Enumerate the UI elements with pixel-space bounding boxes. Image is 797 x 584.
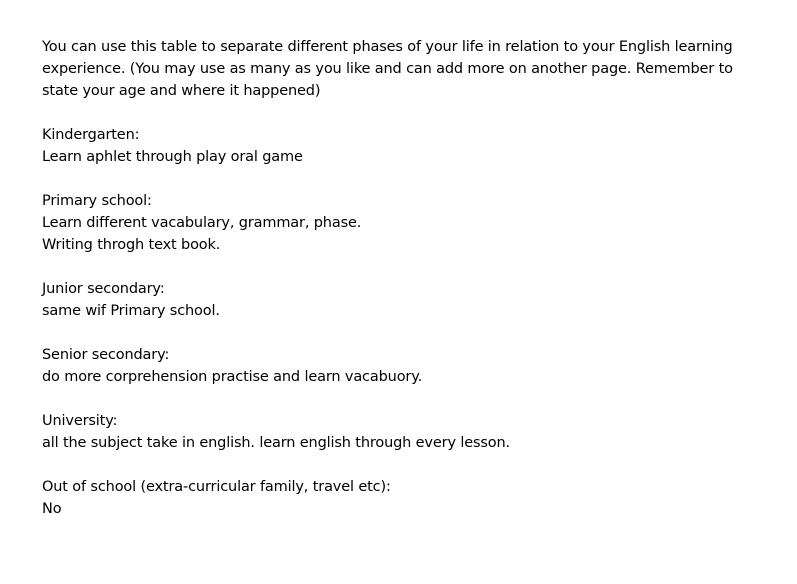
phase-primary-school	[42, 190, 782, 256]
phase-out-of-school	[42, 476, 782, 520]
phase-title: Kindergarten:	[42, 127, 140, 143]
phase-title: Out of school (extra-curricular family, travel etc):	[42, 479, 391, 495]
phase-response: Writing throgh text book.	[42, 237, 221, 253]
phase-title: Junior secondary:	[42, 281, 165, 297]
phase-title: Senior secondary:	[42, 347, 170, 363]
phase-response: Learn aphlet through play oral game	[42, 149, 303, 165]
phase-response: same wif Primary school.	[42, 303, 220, 319]
phase-response: all the subject take in english. learn english through every lesson.	[42, 435, 511, 451]
intro-line: state your age and where it happened)	[42, 83, 321, 99]
phase-title: Primary school:	[42, 193, 152, 209]
intro-paragraph	[42, 36, 782, 102]
phase-kindergarten	[42, 124, 782, 168]
phase-junior-secondary	[42, 278, 782, 322]
intro-line: experience. (You may use as many as you like and can add more on another page. Remember to	[42, 61, 733, 77]
phase-senior-secondary	[42, 344, 782, 388]
phase-response: Learn different vacabulary, grammar, phase.	[42, 215, 362, 231]
phase-university	[42, 410, 782, 454]
phase-response: do more corprehension practise and learn vacabuory.	[42, 369, 423, 385]
phase-title: University:	[42, 413, 118, 429]
phase-response: No	[42, 501, 62, 517]
intro-line: You can use this table to separate different phases of your life in relation to your English learning	[42, 39, 733, 55]
document-page	[42, 36, 782, 542]
